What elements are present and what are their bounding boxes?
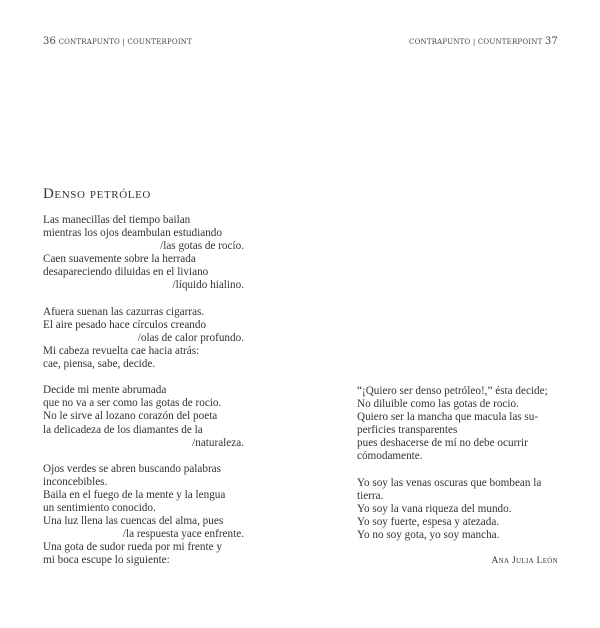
stanza [357, 385, 579, 464]
stanza [43, 384, 244, 449]
poem-line: Yo no soy gota, yo soy mancha. [357, 529, 500, 542]
poem-line: Yo soy la vana riqueza del mundo. [357, 502, 512, 515]
poem-line: la delicadeza de los diamantes de la [43, 423, 203, 436]
poem-line: que no va a ser como las gotas de rocio. [43, 397, 222, 410]
poem-line: perficies transparentes [357, 424, 458, 437]
poem-line: El aire pesado hace círculos creando [43, 318, 207, 331]
poem-line: pues deshacerse de mí no debe ocurrir [357, 437, 528, 450]
poem-line: /las gotas de rocío. [160, 240, 244, 253]
poem-line: No le sirve al lozano corazón del poeta [43, 410, 218, 423]
poem-line: Afuera suenan las cazurras cigarras. [43, 305, 205, 318]
left-running-title: CONTRAPUNTO | COUNTERPOINT [58, 38, 192, 46]
stanza [43, 214, 244, 293]
poem-line: Yo soy las venas oscuras que bombean la [357, 476, 542, 489]
poem-line: desapareciendo diluidas en el liviano [43, 266, 209, 279]
poem-line: Las manecillas del tiempo bailan [43, 214, 191, 226]
poem-line: Decide mi mente abrumada [43, 384, 167, 397]
poem-line: /olas de calor profundo. [137, 331, 244, 344]
poem-line: No diluible como las gotas de rocio. [357, 398, 519, 411]
poem-author: Ana Julia León [491, 556, 558, 566]
poem-line: tierra. [357, 489, 384, 502]
poem-line: Una gota de sudor rueda por mi frente y [43, 541, 222, 554]
poem-line: /la respuesta yace enfrente. [122, 528, 244, 541]
poem-line: Baila en el fuego de la mente y la lengua [43, 488, 226, 501]
stanza [357, 477, 579, 542]
poem-line: mientras los ojos deambulan estudiando [43, 227, 222, 240]
right-page-header [409, 36, 558, 47]
poem-line: Caen suavemente sobre la herrada [43, 253, 196, 266]
poem-line: “¡Quiero ser denso petróleo!,” ésta decide; [357, 385, 548, 397]
poem-line: /naturaleza. [192, 436, 244, 449]
poem-right-column [357, 385, 579, 555]
poem-line: /líquido hialino. [172, 279, 244, 292]
stanza [43, 306, 244, 371]
poem-line: Ojos verdes se abren buscando palabras [43, 462, 222, 475]
poem-line: Yo soy fuerte, espesa y atezada. [357, 515, 500, 528]
poem-title: Denso petróleo [43, 186, 151, 202]
poem-line: Quiero ser la mancha que macula las su- [357, 411, 539, 424]
stanza [43, 463, 244, 568]
poem-line: Una luz llena las cuencas del alma, pues [43, 515, 224, 528]
poem-line: un sentimiento conocido. [43, 502, 156, 515]
poem-left-column [43, 214, 244, 581]
left-page-header [43, 36, 192, 47]
poem-line: cae, piensa, sabe, decide. [43, 358, 156, 371]
poem-line: inconcebibles. [43, 475, 108, 488]
right-page-number: 37 [544, 36, 558, 47]
poem-line: Mi cabeza revuelta cae hacia atrás: [43, 344, 200, 357]
poem-line: mi boca escupe lo siguiente: [43, 554, 170, 567]
poem-line: cómodamente. [357, 450, 423, 463]
left-page-number: 36 [43, 36, 57, 47]
right-running-title: CONTRAPUNTO | COUNTERPOINT [409, 38, 543, 46]
